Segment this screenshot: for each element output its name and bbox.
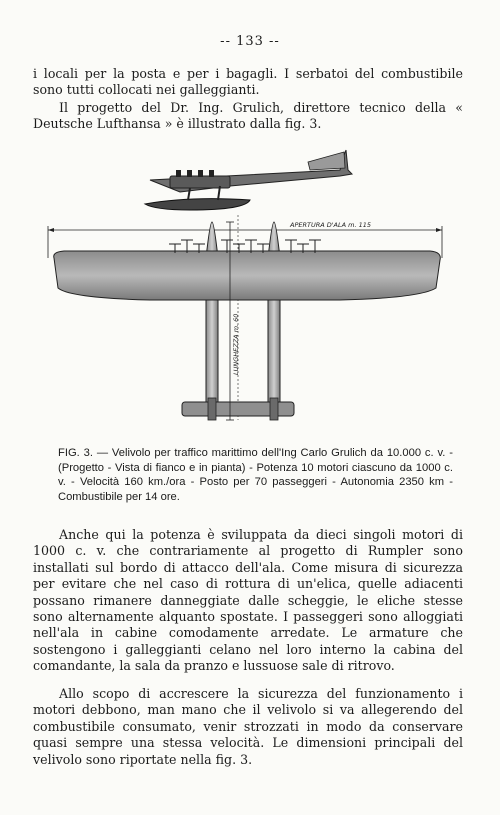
plan-view-wing — [54, 251, 441, 300]
side-view-wing — [170, 176, 230, 188]
side-view — [145, 150, 352, 210]
paragraph-1: i locali per la posta e per i bagagli. I serbatoi del combustibile sono tutti collocati nei galleggianti. — [33, 66, 463, 98]
side-view-float — [145, 199, 250, 210]
paragraph-2: Il progetto del Dr. Ing. Grulich, direttore tecnico della « Deutsche Lufthansa » è illustrato dalla fig. 3. — [33, 100, 463, 132]
span-dimension — [48, 215, 442, 420]
paragraph-3: Anche qui la potenza è sviluppata da dieci singoli motori di 1000 c. v. che contrariamente al progetto di Rumpler sono installati sul bordo di attacco dell'ala. Come misura di sicurezza per evitare che nel caso di rottura di un'elica, quelle adiacenti possano rimanere danneggiate dalle scheggie, le eliche stesse sono alternamente alquanto spostate. I passeggeri sono alloggiati nell'ala in cabine comodamente arredate. Le armature che sostengono i galleggianti celano nel loro interno la cabina del comandante, la sala da pranzo e lussuose sale di ritrovo. — [33, 527, 463, 674]
paragraph-4: Allo scopo di accrescere la sicurezza del funzionamento i motori debbono, man mano che il velivolo si va allegerendo del combustibile consumato, venir strozzati in modo da conservare quasi sempre una stessa velocità. Le dimensioni principali del velivolo sono riportate nella fig. 3. — [33, 686, 463, 767]
page-number: -- 133 -- — [220, 34, 280, 49]
aircraft-figure — [40, 140, 460, 430]
figure-caption: FIG. 3. — Velivolo per traffico marittimo dell'Ing Carlo Grulich da 10.000 c. v. - (Progetto - Vista di fianco e in pianta) - Potenza 10 motori ciascuno da 1000 c. v. - Velocità 160 km./ora - Posto per 70 passeggeri - Autonomia 2350 km - Combustibile per 14 ore. — [58, 447, 453, 503]
span-label: APERTURA D'ALA m. 115 — [290, 221, 371, 229]
length-label: LUNGHEZZA m. 60 — [232, 313, 240, 375]
